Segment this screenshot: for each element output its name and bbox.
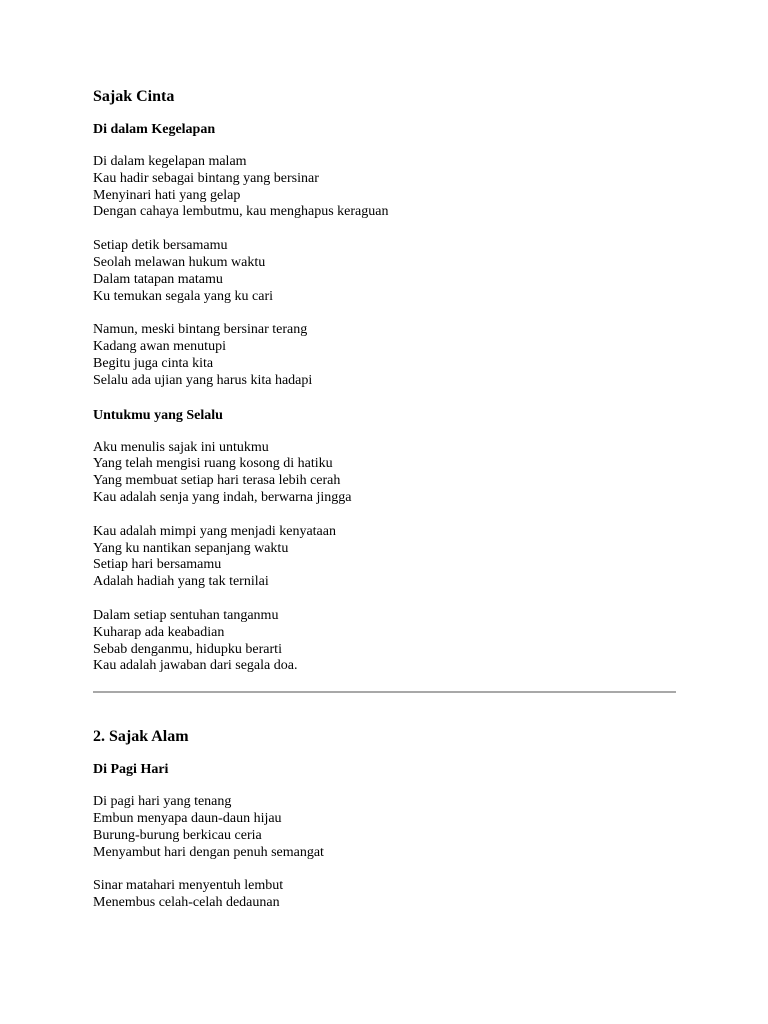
poem-line: Menyinari hati yang gelap <box>93 187 241 203</box>
stanza <box>93 878 676 912</box>
poem-line: Kadang awan menutupi <box>93 339 226 355</box>
stanza <box>93 322 676 389</box>
poem-line: Kau adalah mimpi yang menjadi kenyataan <box>93 523 336 539</box>
poem-line: Menembus celah-celah dedaunan <box>93 895 280 911</box>
poem-line: Setiap hari bersamamu <box>93 557 222 573</box>
stanza <box>93 440 676 507</box>
poem-line: Yang ku nantikan sepanjang waktu <box>93 540 289 556</box>
section-title: 2. Sajak Alam <box>93 728 189 746</box>
section-title: Sajak Cinta <box>93 88 175 105</box>
poem-line: Aku menulis sajak ini untukmu <box>93 439 269 455</box>
stanza <box>93 238 676 305</box>
poem-line: Selalu ada ujian yang harus kita hadapi <box>93 372 313 388</box>
poem-line: Kuharap ada keabadian <box>93 624 225 640</box>
stanza <box>93 608 676 675</box>
document-body <box>93 86 676 912</box>
poem-line: Ku temukan segala yang ku cari <box>93 288 273 304</box>
stanza <box>93 524 676 591</box>
stanza <box>93 794 676 861</box>
poem-line: Seolah melawan hukum waktu <box>93 254 266 270</box>
poem-line: Yang membuat setiap hari terasa lebih cerah <box>93 473 341 489</box>
poem-line: Kau adalah senja yang indah, berwarna jingga <box>93 489 352 505</box>
poem-line: Sinar matahari menyentuh lembut <box>93 878 284 894</box>
poem-subtitle: Di Pagi Hari <box>93 762 169 778</box>
poem-line: Adalah hadiah yang tak ternilai <box>93 574 269 590</box>
poem-line: Burung-burung berkicau ceria <box>93 827 262 843</box>
stanza <box>93 154 676 221</box>
poem-line: Di pagi hari yang tenang <box>93 794 232 810</box>
poem-line: Dalam setiap sentuhan tanganmu <box>93 607 279 623</box>
poem-subtitle: Untukmu yang Selalu <box>93 407 223 423</box>
poem-line: Embun menyapa daun-daun hijau <box>93 810 282 826</box>
poem-line: Dengan cahaya lembutmu, kau menghapus keraguan <box>93 204 389 220</box>
poem-line: Kau adalah jawaban dari segala doa. <box>93 658 298 674</box>
poem-line: Begitu juga cinta kita <box>93 355 214 371</box>
poem-line: Setiap detik bersamamu <box>93 238 228 254</box>
poem-line: Menyambut hari dengan penuh semangat <box>93 844 324 860</box>
poem-line: Kau hadir sebagai bintang yang bersinar <box>93 170 319 186</box>
poem-line: Namun, meski bintang bersinar terang <box>93 322 308 338</box>
poem-line: Di dalam kegelapan malam <box>93 154 247 169</box>
poem-subtitle: Di dalam Kegelapan <box>93 122 216 137</box>
poem-line: Sebab denganmu, hidupku berarti <box>93 641 282 657</box>
poem-line: Yang telah mengisi ruang kosong di hatiku <box>93 456 333 472</box>
poem-line: Dalam tatapan matamu <box>93 271 223 287</box>
